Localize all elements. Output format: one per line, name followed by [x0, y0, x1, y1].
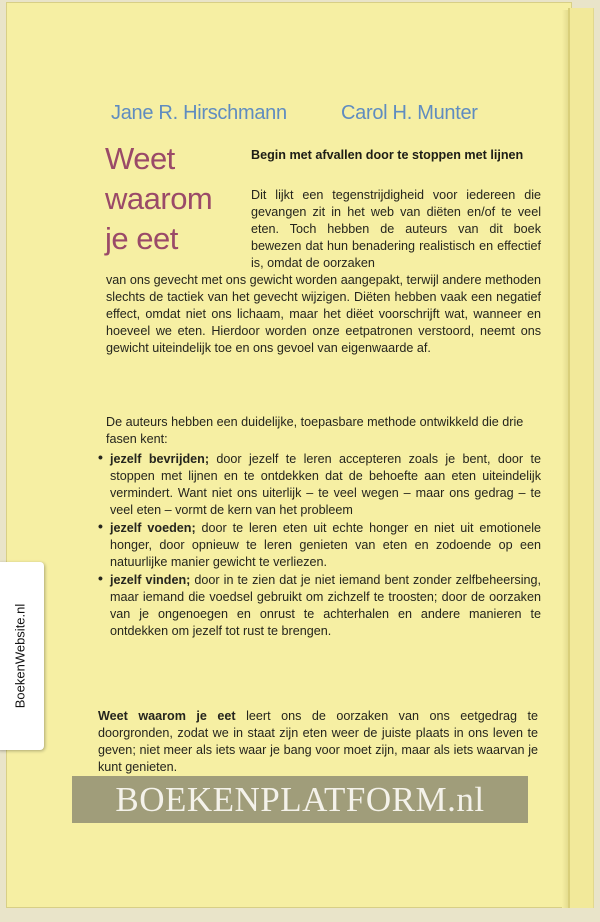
phase-list — [98, 451, 541, 641]
phase-term: jezelf bevrijden; — [110, 452, 210, 466]
book-back-cover — [6, 2, 572, 908]
intro-paragraph-continued: van ons gevecht met ons gewicht worden aangepakt, terwijl andere methoden slechts de tactiek van het gevecht wijzigen. Diëten hebben vaak een negatief effect, omdat niet ons lichaam, maar het diëet voorschrijft wat, wanneer en hoeveel we eten. Hierdoor worden onze eetpatronen verstoord, neemt ons gewicht uiteindelijk toe en ons gevoel van eigenwaarde af. — [106, 273, 541, 355]
intro-paragraph-start: Dit lijkt een tegenstrijdigheid voor iedereen die gevangen zit in het web van diëten en/of te veel eten. Toch hebben de auteurs van dit boek bewezen dat hun benadering realistisch en effectief is, omdat de oorzaken — [251, 188, 541, 270]
bullet-icon: • — [98, 570, 103, 586]
closing-paragraph — [98, 708, 538, 776]
title-line-1: Weet — [105, 141, 175, 176]
phase-text: door in te zien dat je niet iemand bent zonder zelfbeheersing, maar iemand die voedsel gebruikt om zichzelf te troosten; door de oorzaken van je ongenoegen en onrust te achterhalen en andere manieren te ontdekken om jezelf tot rust te brengen. — [110, 573, 541, 638]
phase-text: door jezelf te leren accepteren zoals je bent, door te stoppen met lijnen en te ontdekken dat de behoefte aan eten uiteindelijk vermindert. Want niet ons uiterlijk – te veel wegen – maar ons gedrag – te veel eten – vormt de kern van het probleem — [110, 452, 541, 517]
sticker-label: BoekenWebsite.nl — [12, 603, 28, 709]
book-title — [105, 139, 212, 259]
phase-term: jezelf voeden; — [110, 521, 196, 535]
author-1: Jane R. Hirschmann — [111, 102, 287, 124]
title-line-3: je eet — [105, 221, 178, 256]
book-spine — [568, 8, 594, 908]
website-sticker — [0, 562, 44, 750]
closing-text: leert ons de oorzaken van ons eetgedrag te doorgronden, zodat we in staat zijn eten weer de juiste plaats in ons leven te geven; niet meer als iets waar je bang voor moet zijn, maar als iets waarvan je kunt genieten. — [98, 709, 538, 774]
phase-text: door te leren eten uit echte honger en niet uit emotionele honger, door opnieuw te leren genieten van eten en zodoende op een natuurlijke manier gewicht te verliezen. — [110, 521, 541, 569]
closing-title: Weet waarom je eet — [98, 709, 236, 723]
list-item-phase-2 — [98, 520, 541, 571]
blurb-heading: Begin met afvallen door te stoppen met lijnen — [251, 148, 524, 162]
bullet-icon: • — [98, 449, 103, 465]
bullet-icon: • — [98, 518, 103, 534]
author-names — [111, 102, 511, 125]
watermark-banner — [72, 776, 528, 823]
method-intro: De auteurs hebben een duidelijke, toepasbare methode ontwikkeld die drie fasen kent: — [106, 415, 524, 446]
watermark-text: BOEKENPLATFORM.nl — [115, 780, 485, 819]
author-2: Carol H. Munter — [341, 102, 478, 124]
list-item-phase-3 — [98, 572, 541, 640]
phase-term: jezelf vinden; — [110, 573, 191, 587]
list-item-phase-1 — [98, 451, 541, 519]
title-line-2: waarom — [105, 181, 213, 216]
